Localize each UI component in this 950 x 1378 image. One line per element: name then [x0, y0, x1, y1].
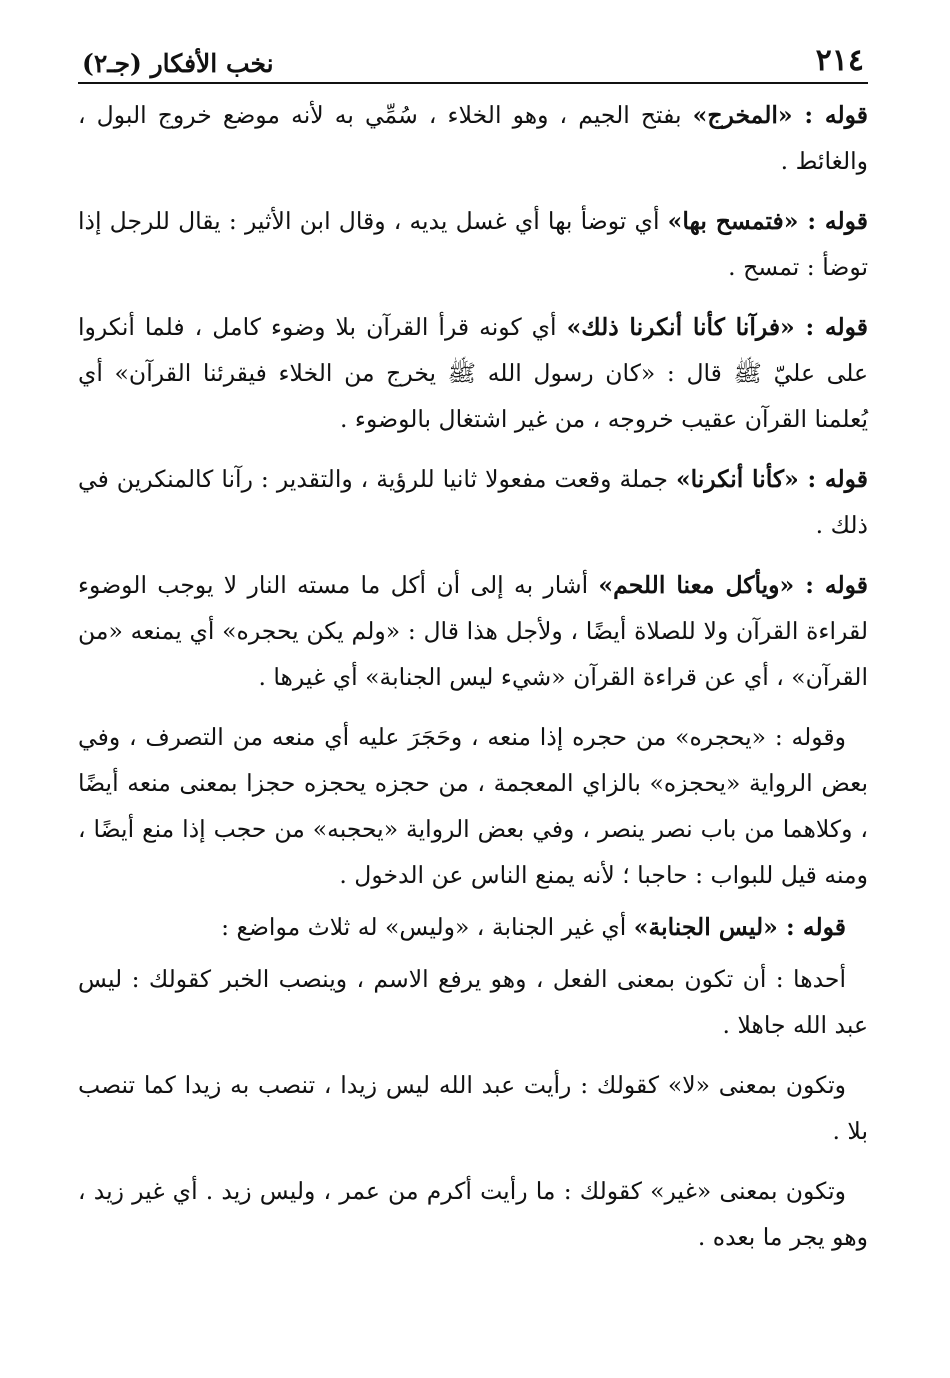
paragraph-lead: قوله : «ويأكل معنا اللحم» [598, 571, 868, 599]
page-body [78, 92, 868, 1260]
paragraph-7 [78, 904, 868, 950]
paragraph-text: بفتح الجيم ، وهو الخلاء ، سُمِّي به لأنه موضع خروج البول ، والغائط . [78, 101, 868, 175]
paragraph-lead: قوله : «ليس الجنابة» [633, 913, 846, 941]
page-header [78, 38, 868, 84]
paragraph-lead: قوله : «المخرج» [692, 101, 868, 129]
paragraph-text: أي غير الجنابة ، «وليس» له ثلاث مواضع : [221, 913, 634, 941]
page-number: ٢١٤ [815, 43, 864, 78]
paragraph-text: أي كونه قرأ القرآن بلا وضوء كامل ، فلما أنكروا على عليّ ﷺ قال : «كان رسول الله ﷺ يخرج من الخلاء فيقرئنا القرآن» أي يُعلمنا القرآن عقيب خروجه ، من غير اشتغال بالوضوء . [78, 313, 868, 433]
paragraph-lead: قوله : «فتمسح بها» [667, 207, 868, 235]
paragraph-text: وقوله : «يحجره» من حجره إذا منعه ، وحَجَرَ عليه أي منعه من التصرف ، وفي بعض الرواية «يحجزه» بالزاي المعجمة ، من حجزه يحجزه حجزا بمعنى منعه أيضًا ، وكلاهما من باب نصر ينصر ، وفي بعض الرواية «يحجبه» من حجب إذا منع أيضًا ، ومنه قيل للبواب : حاجبا ؛ لأنه يمنع الناس عن الدخول . [78, 723, 868, 889]
paragraph-text: وتكون بمعنى «غير» كقولك : ما رأيت أكرم من عمر ، وليس زيد . أي غير زيد ، وهو يجر ما بعده . [78, 1177, 868, 1251]
paragraph-2 [78, 198, 868, 290]
paragraph-text: وتكون بمعنى «لا» كقولك : رأيت عبد الله ليس زيدا ، تنصب به زيدا كما تنصب بلا . [78, 1071, 868, 1145]
paragraph-lead: قوله : «كأنا أنكرنا» [675, 465, 868, 493]
paragraph-4 [78, 456, 868, 548]
paragraph-5 [78, 562, 868, 700]
paragraph-text: أشار به إلى أن أكل ما مسته النار لا يوجب الوضوء لقراءة القرآن ولا للصلاة أيضًا ، ولأجل هذا قال : «ولم يكن يحجره» أي يمنعه «من القرآن» ، أي عن قراءة القرآن «شيء ليس الجنابة» أي غيرها . [78, 571, 868, 691]
paragraph-text: أي توضأ بها أي غسل يديه ، وقال ابن الأثير : يقال للرجل إذا توضأ : تمسح . [78, 207, 868, 281]
paragraph-1 [78, 92, 868, 184]
paragraph-lead: قوله : «فرآنا كأنا أنكرنا ذلك» [566, 313, 868, 341]
running-title: نخب الأفكار (جـ٢) [82, 49, 274, 78]
paragraph-text: جملة وقعت مفعولا ثانيا للرؤية ، والتقدير : رآنا كالمنكرين في ذلك . [78, 465, 868, 539]
paragraph-10 [78, 1168, 868, 1260]
paragraph-text: أحدها : أن تكون بمعنى الفعل ، وهو يرفع الاسم ، وينصب الخبر كقولك : ليس عبد الله جاهلا . [78, 965, 868, 1039]
paragraph-9 [78, 1062, 868, 1154]
paragraph-6 [78, 714, 868, 898]
paragraph-8 [78, 956, 868, 1048]
paragraph-3 [78, 304, 868, 442]
